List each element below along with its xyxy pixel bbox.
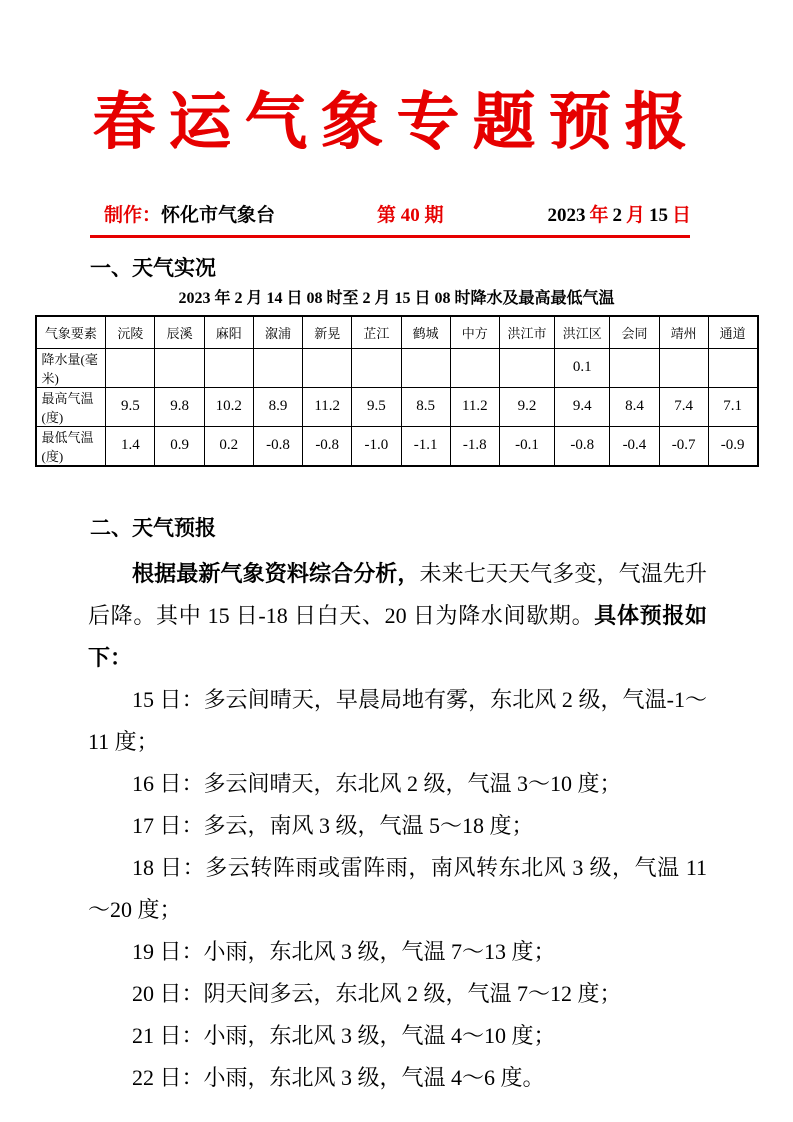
table-row xyxy=(36,387,758,426)
value-cell: 0.2 xyxy=(204,426,253,466)
value-cell: -0.1 xyxy=(499,426,554,466)
value-cell: 0.9 xyxy=(155,426,204,466)
value-cell: 9.5 xyxy=(352,387,401,426)
station-header: 洪江市 xyxy=(499,316,554,348)
value-cell: -0.8 xyxy=(253,426,302,466)
value-cell xyxy=(253,348,302,387)
forecast-paragraph: 21 日：小雨，东北风 3 级，气温 4～10 度； xyxy=(132,1022,556,1048)
station-header: 通道 xyxy=(708,316,757,348)
row-label: 最高气温(度) xyxy=(36,387,106,426)
value-cell xyxy=(450,348,499,387)
forecast-list xyxy=(88,679,707,1099)
value-cell: 0.1 xyxy=(555,348,610,387)
forecast-paragraph: 22 日：小雨，东北风 3 级，气温 4～6 度。 xyxy=(132,1064,545,1090)
observation-table xyxy=(35,315,759,467)
section2-heading: 二、天气预报 xyxy=(90,515,216,540)
row-label: 最低气温(度) xyxy=(36,426,106,466)
intro-normal-middle: 未来七天天气多变，气温先升后降。其中 15 日-18 日白天、20 日为降水间歇期。 xyxy=(88,560,707,628)
value-cell: 7.4 xyxy=(659,387,708,426)
date-year: 2023 xyxy=(547,205,586,226)
value-cell xyxy=(610,348,659,387)
issue-number: 第 40 期 xyxy=(376,205,444,226)
value-cell: -0.4 xyxy=(610,426,659,466)
producer xyxy=(104,204,275,228)
value-cell: 8.9 xyxy=(253,387,302,426)
table-corner-header: 气象要素 xyxy=(36,316,106,348)
date-day-unit: 日 xyxy=(671,205,691,226)
station-header: 溆浦 xyxy=(253,316,302,348)
station-header: 会同 xyxy=(610,316,659,348)
value-cell xyxy=(708,348,757,387)
value-cell: 11.2 xyxy=(303,387,352,426)
value-cell: -1.0 xyxy=(352,426,401,466)
forecast-section xyxy=(0,515,793,1099)
value-cell xyxy=(401,348,450,387)
forecast-paragraph: 15 日：多云间晴天，早晨局地有雾，东北风 2 级，气温-1～11 度； xyxy=(88,686,707,754)
value-cell xyxy=(499,348,554,387)
producer-label: 制作： xyxy=(104,205,162,226)
station-header: 靖州 xyxy=(659,316,708,348)
section1-heading: 一、天气实况 xyxy=(90,256,216,280)
value-cell: 8.4 xyxy=(610,387,659,426)
value-cell: -1.8 xyxy=(450,426,499,466)
masthead-info-row xyxy=(104,204,693,228)
station-header: 鹤城 xyxy=(401,316,450,348)
value-cell: -0.9 xyxy=(708,426,757,466)
value-cell: 11.2 xyxy=(450,387,499,426)
value-cell: 9.8 xyxy=(155,387,204,426)
document-title: 春运气象专题预报 xyxy=(92,85,701,158)
forecast-paragraph: 20 日：阴天间多云，东北风 2 级，气温 7～12 度； xyxy=(132,980,622,1006)
value-cell xyxy=(303,348,352,387)
value-cell: 9.2 xyxy=(499,387,554,426)
date-month-unit: 月 xyxy=(625,205,645,226)
value-cell: 9.4 xyxy=(555,387,610,426)
value-cell xyxy=(352,348,401,387)
station-header: 芷江 xyxy=(352,316,401,348)
value-cell: -0.8 xyxy=(555,426,610,466)
producer-value: 怀化市气象台 xyxy=(161,205,276,226)
value-cell: -1.1 xyxy=(401,426,450,466)
station-header: 中方 xyxy=(450,316,499,348)
station-header: 新晃 xyxy=(303,316,352,348)
forecast-paragraph: 16 日：多云间晴天，东北风 2 级，气温 3～10 度； xyxy=(132,770,622,796)
forecast-paragraph: 19 日：小雨，东北风 3 级，气温 7～13 度； xyxy=(132,938,556,964)
table-header-row xyxy=(36,316,758,348)
station-header: 辰溪 xyxy=(155,316,204,348)
value-cell: 7.1 xyxy=(708,387,757,426)
value-cell xyxy=(659,348,708,387)
value-cell: -0.8 xyxy=(303,426,352,466)
forecast-intro-paragraph xyxy=(88,553,707,679)
table-row xyxy=(36,348,758,387)
table-row xyxy=(36,426,758,466)
value-cell xyxy=(155,348,204,387)
forecast-paragraph: 17 日：多云，南风 3 级，气温 5～18 度； xyxy=(132,812,534,838)
value-cell: -0.7 xyxy=(659,426,708,466)
intro-bold-tail: 具体预报如下： xyxy=(88,602,707,670)
station-header: 洪江区 xyxy=(555,316,610,348)
intro-bold-lead: 根据最新气象资料综合分析， xyxy=(132,560,420,586)
observation-table-caption: 2023 年 2 月 14 日 08 时至 2 月 15 日 08 时降水及最高最低气温 xyxy=(178,290,615,307)
station-header: 麻阳 xyxy=(204,316,253,348)
date-month: 2 xyxy=(612,205,622,226)
station-header: 沅陵 xyxy=(106,316,155,348)
value-cell: 8.5 xyxy=(401,387,450,426)
forecast-paragraph: 18 日：多云转阵雨或雷阵雨，南风转东北风 3 级，气温 11～20 度； xyxy=(88,854,707,922)
value-cell: 1.4 xyxy=(106,426,155,466)
value-cell xyxy=(106,348,155,387)
date-year-unit: 年 xyxy=(589,205,609,226)
issue-date xyxy=(545,204,693,228)
masthead-divider xyxy=(90,235,690,238)
row-label: 降水量(毫米) xyxy=(36,348,106,387)
date-day: 15 xyxy=(648,205,668,226)
value-cell: 10.2 xyxy=(204,387,253,426)
value-cell xyxy=(204,348,253,387)
value-cell: 9.5 xyxy=(106,387,155,426)
